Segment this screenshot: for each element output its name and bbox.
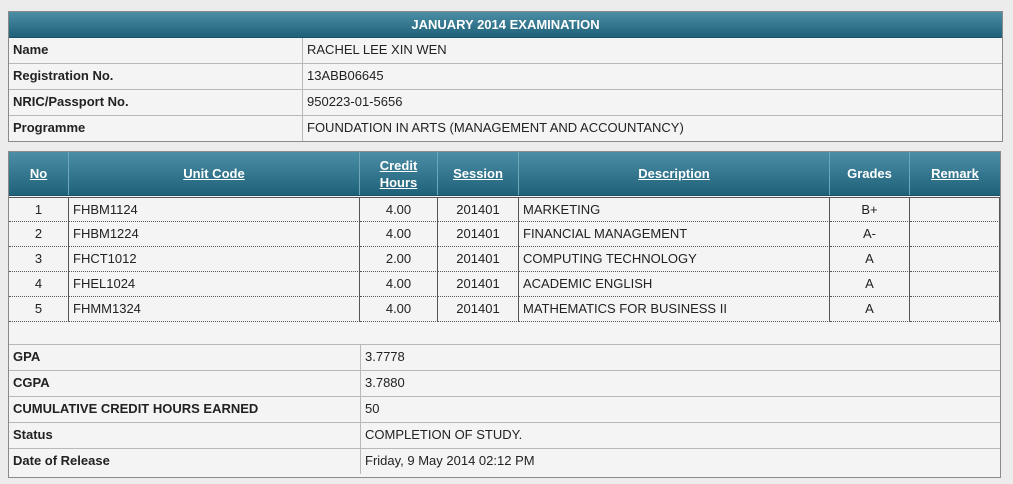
header-session-label: Session: [453, 166, 503, 181]
table-row: [9, 272, 1000, 297]
header-description-link[interactable]: [519, 152, 830, 195]
row-description: FINANCIAL MANAGEMENT: [519, 222, 830, 247]
row-unit-code: FHEL1024: [69, 272, 360, 297]
cgpa-value: 3.7880: [365, 375, 405, 390]
status-value: COMPLETION OF STUDY.: [365, 427, 523, 442]
row-no: 4: [9, 272, 69, 297]
programme-value: FOUNDATION IN ARTS (MANAGEMENT AND ACCOUNTANCY): [307, 120, 684, 135]
header-remark-label: Remark: [931, 166, 979, 181]
gpa-value: 3.7778: [365, 349, 405, 364]
registration-label: Registration No.: [9, 64, 303, 89]
row-description: MARKETING: [519, 197, 830, 222]
header-grades-label: Grades: [847, 166, 892, 181]
row-no: 3: [9, 247, 69, 272]
student-name-label: Name: [9, 38, 303, 63]
header-description-label: Description: [638, 166, 710, 181]
table-row: [9, 197, 1000, 222]
table-row: [9, 222, 1000, 247]
row-unit-code: FHMM1324: [69, 297, 360, 322]
status-label: Status: [9, 423, 361, 448]
credit-hours-earned-value: 50: [365, 401, 380, 416]
cgpa-row: [9, 370, 1000, 396]
header-unit-code-link[interactable]: [69, 152, 360, 195]
row-credit-hours: 4.00: [360, 197, 438, 222]
table-row: [9, 297, 1000, 322]
row-grade: A-: [830, 222, 910, 247]
cgpa-label: CGPA: [9, 371, 361, 396]
header-no-label: No: [29, 166, 48, 181]
results-table-body: [9, 197, 1000, 322]
row-unit-code: FHBM1224: [69, 222, 360, 247]
header-session-link[interactable]: [438, 152, 519, 195]
nric-value: 950223-01-5656: [307, 94, 403, 109]
row-session: 201401: [438, 247, 519, 272]
release-date-label: Date of Release: [9, 449, 361, 474]
status-row: [9, 422, 1000, 448]
row-credit-hours: 2.00: [360, 247, 438, 272]
release-date-value: Friday, 9 May 2014 02:12 PM: [365, 453, 535, 468]
row-description: COMPUTING TECHNOLOGY: [519, 247, 830, 272]
gpa-label: GPA: [9, 345, 361, 370]
row-description: ACADEMIC ENGLISH: [519, 272, 830, 297]
row-credit-hours: 4.00: [360, 222, 438, 247]
row-session: 201401: [438, 297, 519, 322]
results-header-row: [9, 152, 1000, 196]
row-no: 5: [9, 297, 69, 322]
nric-row: [9, 89, 1002, 115]
credit-hours-earned-label: CUMULATIVE CREDIT HOURS EARNED: [9, 397, 361, 422]
row-remark: [910, 197, 1000, 222]
row-no: 2: [9, 222, 69, 247]
header-remark-link[interactable]: [910, 152, 1000, 195]
row-unit-code: FHBM1124: [69, 197, 360, 222]
row-grade: B+: [830, 197, 910, 222]
row-remark: [910, 247, 1000, 272]
row-grade: A: [830, 247, 910, 272]
results-summary: [9, 344, 1000, 474]
row-session: 201401: [438, 272, 519, 297]
credit-hours-earned-row: [9, 396, 1000, 422]
header-grades: [830, 152, 910, 195]
results-panel: [8, 151, 1001, 478]
nric-label: NRIC/Passport No.: [9, 90, 303, 115]
row-remark: [910, 272, 1000, 297]
row-session: 201401: [438, 197, 519, 222]
row-credit-hours: 4.00: [360, 272, 438, 297]
header-credit-hours-link[interactable]: [360, 152, 438, 195]
programme-label: Programme: [9, 116, 303, 141]
table-row: [9, 247, 1000, 272]
gpa-row: [9, 344, 1000, 370]
release-date-row: [9, 448, 1000, 474]
row-description: MATHEMATICS FOR BUSINESS II: [519, 297, 830, 322]
row-credit-hours: 4.00: [360, 297, 438, 322]
row-grade: A: [830, 297, 910, 322]
row-grade: A: [830, 272, 910, 297]
header-unit-code-label: Unit Code: [183, 166, 245, 181]
header-credit-line2: Hours: [379, 174, 418, 190]
student-name-value: RACHEL LEE XIN WEN: [307, 42, 447, 57]
exam-title: JANUARY 2014 EXAMINATION: [9, 12, 1002, 38]
header-no-link[interactable]: [9, 152, 69, 195]
row-session: 201401: [438, 222, 519, 247]
programme-row: [9, 115, 1002, 141]
row-remark: [910, 297, 1000, 322]
registration-row: [9, 63, 1002, 89]
row-unit-code: FHCT1012: [69, 247, 360, 272]
header-credit-hours-label: [380, 157, 418, 191]
registration-value: 13ABB06645: [307, 68, 384, 83]
student-info-panel: [8, 11, 1003, 142]
header-credit-line1: Credit: [379, 157, 418, 173]
student-name-row: [9, 38, 1002, 63]
row-no: 1: [9, 197, 69, 222]
row-remark: [910, 222, 1000, 247]
